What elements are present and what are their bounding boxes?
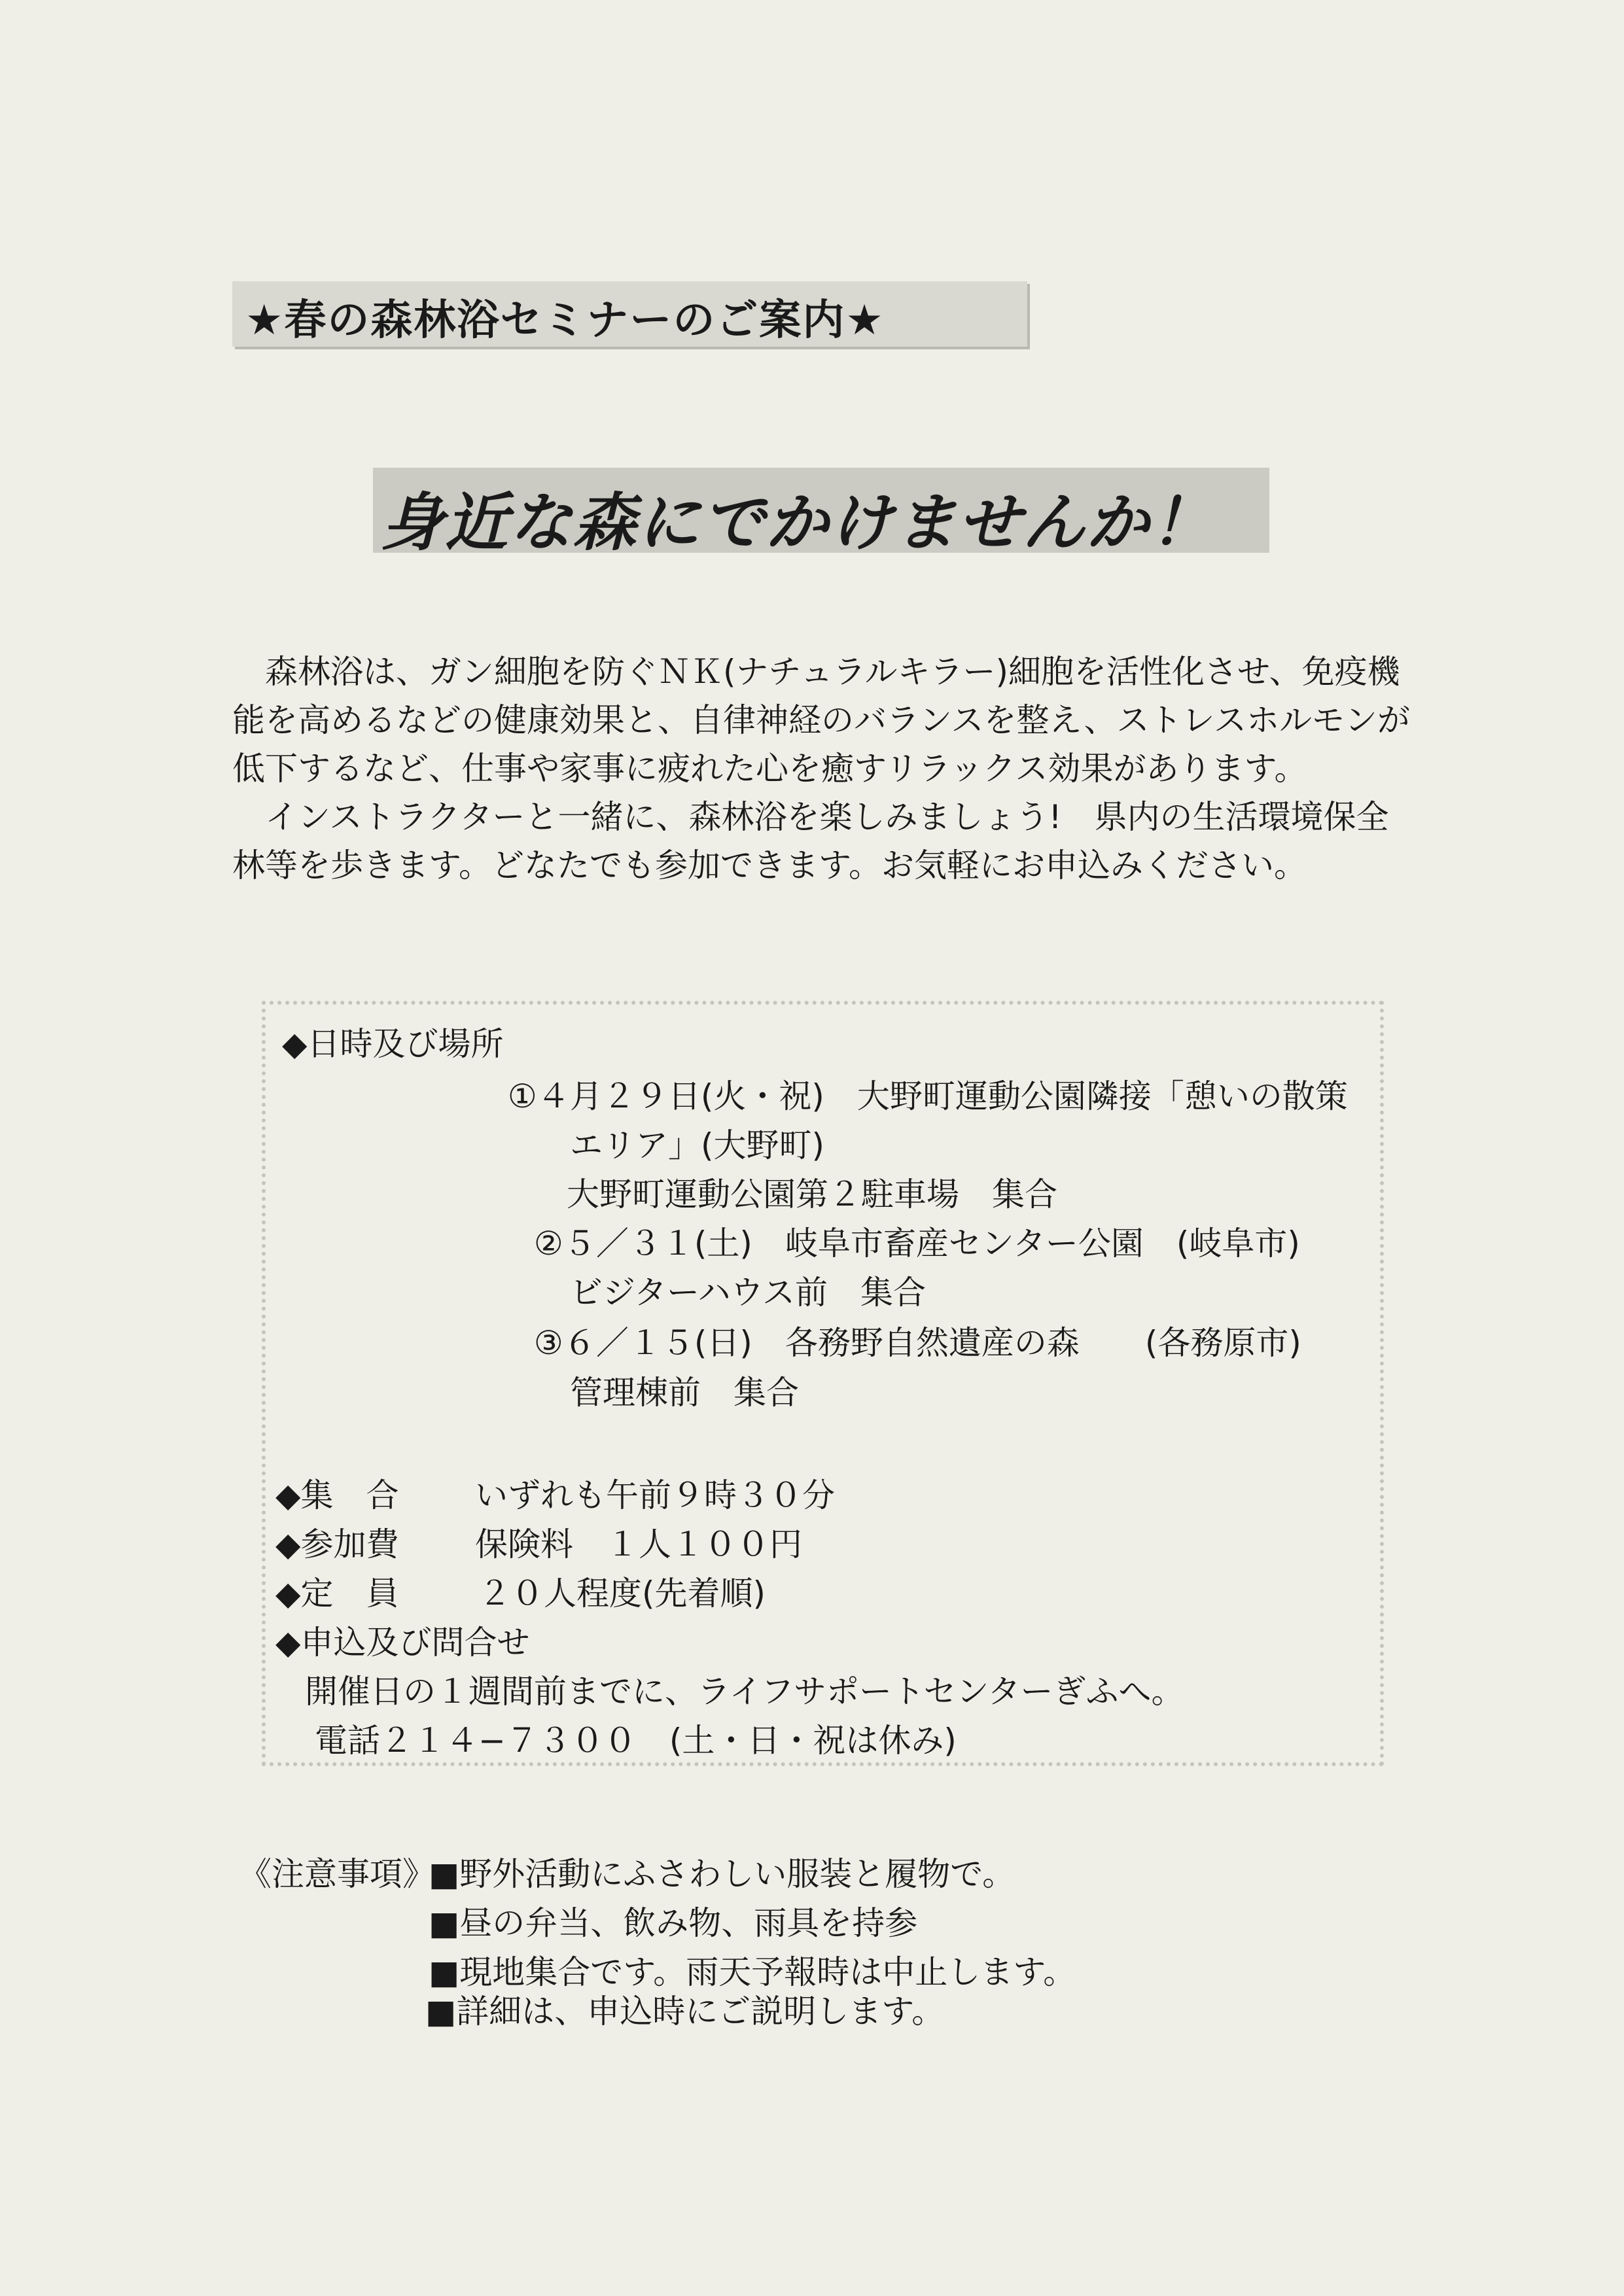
intro-line: 林等を歩きます。どなたでも参加できます。お気軽にお申込みください。 bbox=[232, 846, 1307, 884]
intro-line: インストラクターと一緒に、森林浴を楽しみましょう! 県内の生活環境保全 bbox=[265, 798, 1389, 836]
contact-heading: ◆申込及び問合せ bbox=[275, 1624, 530, 1661]
headline-banner bbox=[373, 468, 1269, 559]
note-item: ■詳細は、申込時にご説明します。 bbox=[425, 1992, 945, 2030]
intro-paragraph-1 bbox=[232, 648, 1410, 793]
meeting-label: ◆集 合 bbox=[275, 1476, 399, 1514]
session-1-line-1: ①４月２９日(火・祝) 大野町運動公園隣接「憩いの散策 bbox=[508, 1077, 1348, 1115]
note-item: ■野外活動にふさわしい服装と履物で。 bbox=[429, 1855, 1015, 1893]
headline: 身近な森にでかけませんか！ bbox=[381, 486, 1214, 559]
session-1-line-2: エリア」(大野町) bbox=[570, 1126, 825, 1164]
intro-line: 低下するなど、仕事や家事に疲れた心を癒すリラックス効果があります。 bbox=[232, 750, 1307, 788]
schedule-heading: ◆日時及び場所 bbox=[282, 1025, 504, 1063]
fee-label: ◆参加費 bbox=[275, 1525, 399, 1563]
contact-line-1: 開催日の１週間前までに、ライフサポートセンターぎふへ。 bbox=[305, 1673, 1184, 1711]
note-item: ■現地集合です。雨天予報時は中止します。 bbox=[429, 1953, 1076, 1991]
intro-text bbox=[232, 648, 1410, 890]
session-1-line-3: 大野町運動公園第２駐車場 集合 bbox=[567, 1175, 1057, 1213]
notes-label: 《注意事項》 bbox=[239, 1855, 435, 1893]
note-item: ■昼の弁当、飲み物、雨具を持参 bbox=[429, 1904, 918, 1942]
fee-value: 保険料 １人１００円 bbox=[475, 1525, 802, 1563]
intro-line: 能を高めるなどの健康効果と、自律神経のバランスを整え、ストレスホルモンが bbox=[232, 701, 1410, 739]
capacity-label: ◆定 員 bbox=[275, 1574, 399, 1612]
intro-line: 森林浴は、ガン細胞を防ぐＮＫ(ナチュラルキラー)細胞を活性化させ、免疫機 bbox=[265, 653, 1400, 691]
intro-paragraph-2 bbox=[232, 793, 1410, 890]
session-2-line-2: ビジターハウス前 集合 bbox=[570, 1274, 926, 1312]
session-2-line-1: ②５／３１(土) 岐阜市畜産センター公園 (岐阜市) bbox=[534, 1225, 1300, 1262]
info-box bbox=[262, 1001, 1384, 1766]
contact-line-2: 電話２１４−７３００ (土・日・祝は休み) bbox=[315, 1722, 957, 1760]
header-banner bbox=[232, 281, 1027, 347]
session-3-line-1: ③６／１５(日) 各務野自然遺産の森 (各務原市) bbox=[534, 1324, 1301, 1362]
meeting-value: いずれも午前９時３０分 bbox=[475, 1476, 835, 1514]
session-3-line-2: 管理棟前 集合 bbox=[570, 1374, 799, 1412]
page-title: ★春の森林浴セミナーのご案内★ bbox=[245, 296, 885, 345]
capacity-value: ２０人程度(先着順) bbox=[478, 1574, 766, 1612]
